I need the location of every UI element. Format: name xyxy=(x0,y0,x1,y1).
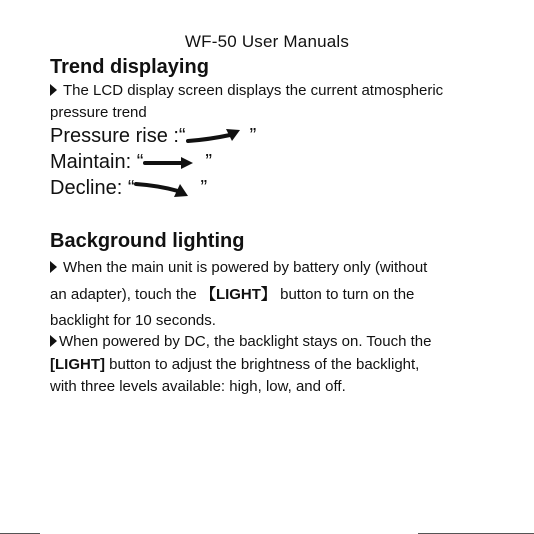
trend-intro-line-1 xyxy=(50,81,443,101)
pressure-rise-row xyxy=(50,124,256,148)
decline-row xyxy=(50,176,207,200)
pressure-rise-close: ” xyxy=(249,125,257,147)
bullet-triangle-icon xyxy=(50,261,57,273)
backlight-p1-line-3: backlight for 10 seconds. xyxy=(50,312,216,329)
backlight-p1-text-a: an adapter), touch the xyxy=(50,286,201,303)
backlight-p1-line-2 xyxy=(50,285,414,305)
trend-intro-text: The LCD display screen displays the current atmospheric xyxy=(63,82,444,99)
trend-heading: Trend displaying xyxy=(50,56,209,78)
decline-label: Decline: “ xyxy=(50,177,135,199)
decline-close: ” xyxy=(200,177,208,199)
trend-intro-line-2: pressure trend xyxy=(50,104,147,121)
arrow-down-right-icon xyxy=(134,179,190,199)
backlight-p2-text-b: button to adjust the brightness of the backlight, xyxy=(104,356,420,373)
backlight-p2-line-3: with three levels available: high, low, and off. xyxy=(50,378,346,395)
backlight-p1-text-b: button to turn on the xyxy=(275,286,415,303)
backlight-p2-line-2 xyxy=(50,355,419,375)
arrow-right-icon xyxy=(143,156,195,170)
backlight-heading: Background lighting xyxy=(50,230,245,252)
bullet-triangle-icon xyxy=(50,84,57,96)
light-key-label: 【LIGHT】 xyxy=(200,286,276,303)
backlight-p1-line-1 xyxy=(50,258,427,278)
backlight-p1-text: When the main unit is powered by battery only (without xyxy=(63,259,428,276)
backlight-p2-line-1 xyxy=(50,332,431,352)
maintain-label: Maintain: “ xyxy=(50,151,144,173)
backlight-p2-text: When powered by DC, the backlight stays on. Touch the xyxy=(59,333,432,350)
maintain-close: ” xyxy=(205,151,213,173)
bullet-triangle-icon xyxy=(50,335,57,347)
arrow-up-right-icon xyxy=(186,128,242,146)
maintain-row xyxy=(50,150,212,174)
light-key-label-2: [LIGHT] xyxy=(50,356,105,373)
page-header: WF-50 User Manuals xyxy=(184,32,350,51)
pressure-rise-label: Pressure rise :“ xyxy=(50,125,186,147)
